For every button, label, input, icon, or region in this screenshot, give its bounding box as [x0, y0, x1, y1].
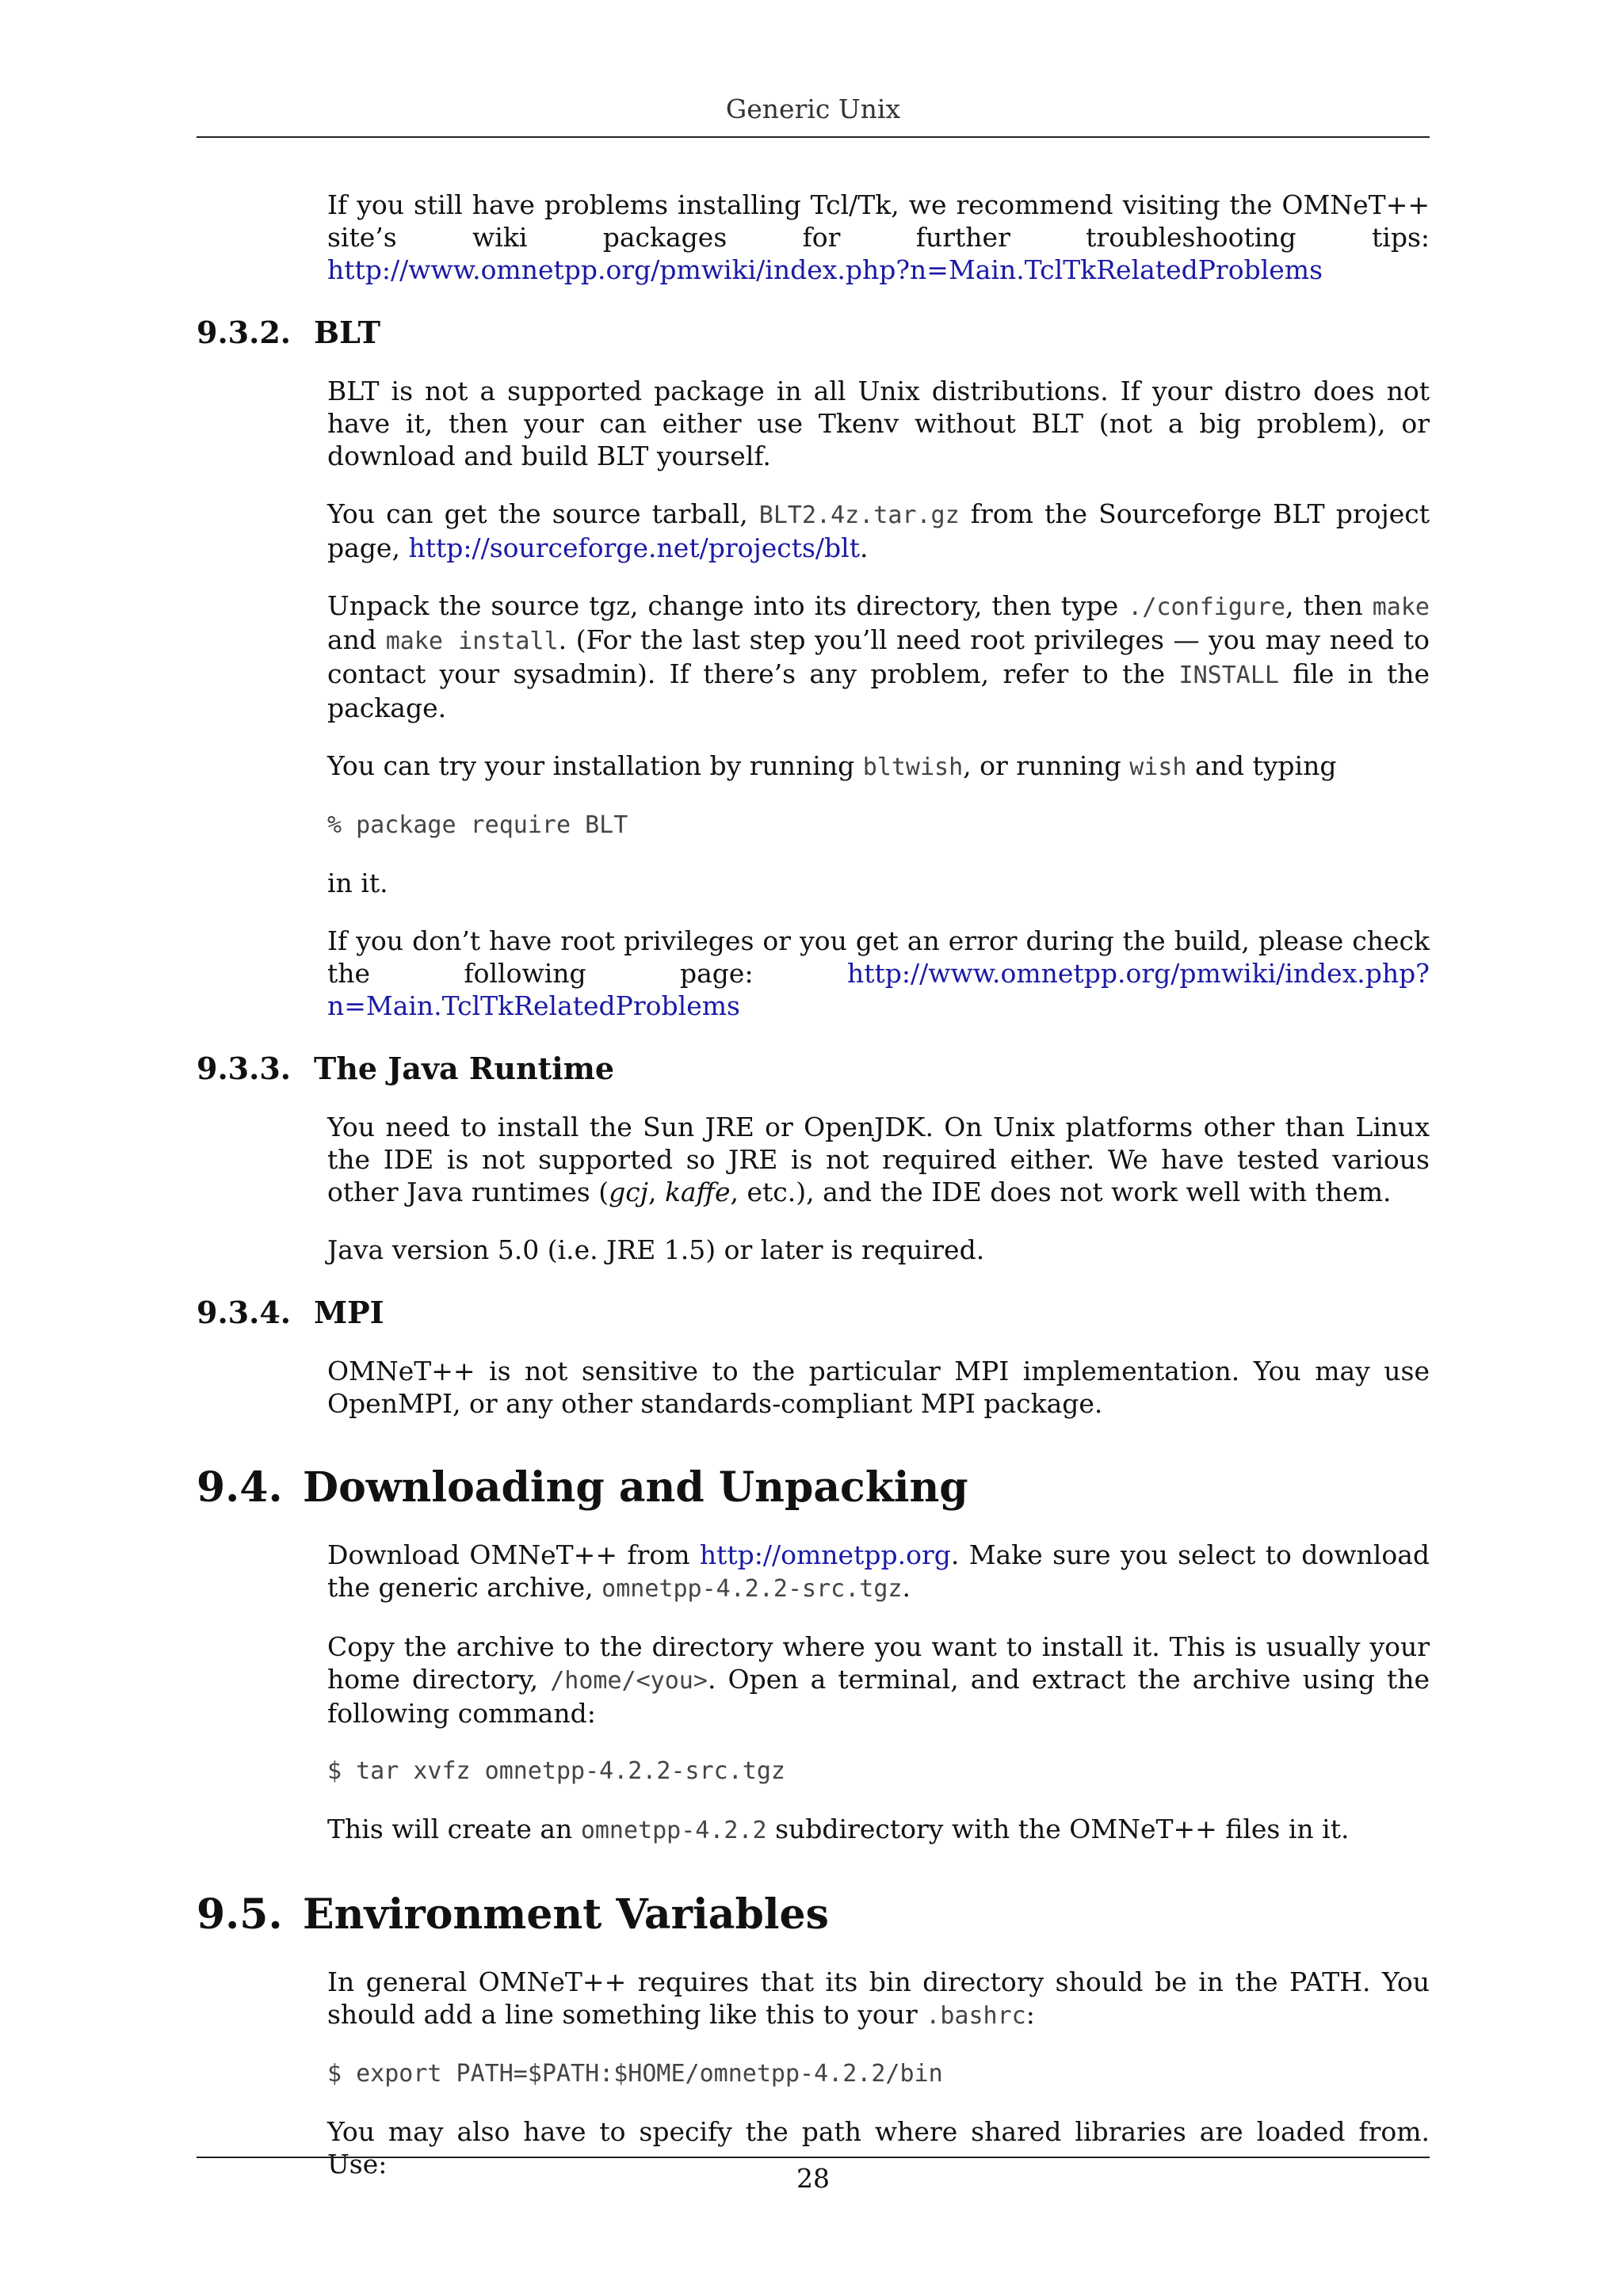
sourceforge-blt-link[interactable]: http://sourceforge.net/projects/blt: [408, 532, 860, 563]
section-number: 9.3.3.: [197, 1051, 292, 1086]
footer-rule: [197, 2157, 1430, 2158]
code-block-export: $ export PATH=$PATH:$HOME/omnetpp-4.2.2/bin: [327, 2060, 943, 2088]
tcltk-problems-link-2[interactable]: http://www.omnetpp.org/pmwiki/index.php?n=Main.TclTkRelatedProblems: [327, 958, 1430, 1021]
inline-code: wish: [1129, 753, 1187, 781]
blt-paragraph-6: If you don’t have root privileges or you get an error during the build, please check the following page: http://www.omnetpp.org/pmwiki/index.php?n=Main.TclTkRelatedProblems: [327, 925, 1430, 1021]
intro-paragraph: If you still have problems installing Tcl/Tk, we recommend visiting the OMNeT++ site’s wiki packages for further troubleshooting tips: http://www.omnetpp.org/pmwiki/index.php?n=Main.TclTkRelatedProblems: [327, 189, 1430, 285]
header-rule: [197, 136, 1430, 138]
section-number: 9.4.: [197, 1463, 283, 1512]
java-paragraph-2: Java version 5.0 (i.e. JRE 1.5) or later is required.: [327, 1234, 985, 1265]
inline-code: bltwish: [862, 753, 964, 781]
inline-code: ./configure: [1128, 593, 1285, 621]
section-title: Downloading and Unpacking: [303, 1463, 968, 1512]
blt-paragraph-1: BLT is not a supported package in all Unix distributions. If your distro does not have it, then your can either use Tkenv without BLT (not a big problem), or download and build BLT yourself.: [327, 376, 1430, 471]
section-heading-env: [197, 1891, 1430, 1939]
section-number: 9.5.: [197, 1890, 283, 1939]
section-title: The Java Runtime: [314, 1051, 615, 1086]
env-paragraph-1: In general OMNeT++ requires that its bin directory should be in the PATH. You should add a line something like this to your .bashrc:: [327, 1966, 1430, 2030]
inline-code: .bashrc: [926, 2002, 1026, 2030]
tcltk-problems-link[interactable]: http://www.omnetpp.org/pmwiki/index.php?n=Main.TclTkRelatedProblems: [327, 254, 1323, 285]
inline-code: INSTALL: [1178, 662, 1279, 689]
blt-paragraph-3: Unpack the source tgz, change into its directory, then type ./configure, then make and make install. (For the last step you’ll need root privileges — you may need to contact your sysadmin). If there’s any problem, refer to the INSTALL file in the package.: [327, 590, 1430, 723]
section-heading-download: [197, 1464, 1430, 1512]
page-number: 28: [796, 2163, 830, 2194]
download-paragraph-2: Copy the archive to the directory where you want to install it. This is usually your home directory, /home/<you>. Open a terminal, and extract the archive using the following command:: [327, 1631, 1430, 1729]
inline-code: make: [1372, 593, 1430, 621]
inline-code: /home/<you>: [550, 1667, 708, 1695]
inline-code: omnetpp-4.2.2: [580, 1817, 767, 1844]
blt-paragraph-4: You can try your installation by running bltwish, or running wish and typing: [327, 750, 1337, 781]
section-heading-java: [197, 1051, 1430, 1087]
download-paragraph-1: Download OMNeT++ from http://omnetpp.org. Make sure you select to download the generic archive, omnetpp-4.2.2-src.tgz.: [327, 1539, 1430, 1603]
omnetpp-site-link[interactable]: http://omnetpp.org: [699, 1539, 951, 1570]
section-title: Environment Variables: [303, 1890, 829, 1939]
section-number: 9.3.2.: [197, 315, 292, 350]
java-paragraph-1: You need to install the Sun JRE or OpenJDK. On Unix platforms other than Linux the IDE is not supported so JRE is not required either. We have tested various other Java runtimes (gcj, kaffe, etc.), and the IDE does not work well with them.: [327, 1112, 1430, 1207]
inline-code: omnetpp-4.2.2-src.tgz: [601, 1575, 903, 1603]
running-header: Generic Unix: [725, 93, 901, 124]
inline-code: make install: [385, 627, 559, 655]
blt-paragraph-2: You can get the source tarball, BLT2.4z.tar.gz from the Sourceforge BLT project page, http://sourceforge.net/projects/blt.: [327, 498, 1430, 563]
code-block-blt: % package require BLT: [327, 811, 628, 839]
section-number: 9.3.4.: [197, 1295, 292, 1330]
code-block-tar: $ tar xvfz omnetpp-4.2.2-src.tgz: [327, 1757, 785, 1785]
page-content: [197, 189, 1430, 2206]
section-title: BLT: [314, 315, 381, 350]
env-paragraph-2: You may also have to specify the path where shared libraries are loaded from. Use:: [327, 2116, 1430, 2180]
section-heading-mpi: [197, 1295, 1430, 1331]
section-heading-blt: [197, 315, 1430, 351]
download-paragraph-3: This will create an omnetpp-4.2.2 subdirectory with the OMNeT++ files in it.: [327, 1814, 1350, 1844]
blt-paragraph-5: in it.: [327, 868, 388, 898]
section-title: MPI: [314, 1295, 384, 1330]
inline-code: BLT2.4z.tar.gz: [758, 502, 960, 529]
mpi-paragraph-1: OMNeT++ is not sensitive to the particular MPI implementation. You may use OpenMPI, or any other standards-compliant MPI package.: [327, 1356, 1430, 1419]
